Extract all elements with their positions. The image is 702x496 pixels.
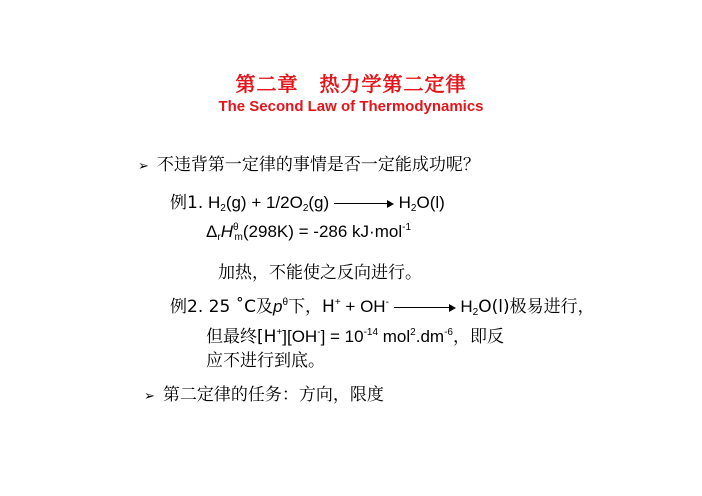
ex2-l2-d: mol (378, 327, 411, 346)
ex2-l2-exp: -14 (363, 327, 379, 338)
ex2-after-p: 下，H (288, 297, 335, 317)
reaction-arrow-icon (334, 199, 394, 209)
ex1-lhs-h-sub: 2 (220, 203, 226, 214)
ex2-l2-h-sup: + (276, 327, 283, 338)
ex2-rhs-h: H (460, 297, 473, 316)
bullet-arrow-icon: ➢ (144, 389, 155, 404)
example1-label: 例1. (170, 193, 204, 213)
ex1-rhs-end: O(l) (416, 193, 445, 212)
delta-symbol: Δ (206, 222, 218, 241)
bullet-question (138, 150, 480, 175)
example1-enthalpy (206, 222, 411, 243)
ex2-l2-oh-sup: - (317, 327, 321, 338)
ex1-rhs-h-sub: 2 (410, 203, 417, 214)
reaction-arrow-icon (394, 303, 456, 313)
enthalpy-sub: m (234, 232, 243, 243)
enthalpy-sup: θ (232, 222, 239, 233)
delta-sub: r (217, 232, 221, 243)
unit-mol: mol (374, 222, 403, 241)
unit-dot: · (369, 222, 375, 241)
ex2-l2-e: .dm (415, 327, 445, 346)
bullet-task-text: 第二定律的任务：方向，限度 (162, 385, 384, 405)
ex2-rhs-h-sub: 2 (472, 307, 479, 318)
example2-reaction (170, 292, 595, 318)
bullet-question-text: 不违背第一定律的事情是否一定能成功呢？ (156, 155, 480, 175)
ex2-h-sup: + (334, 297, 341, 308)
chapter-subtitle: The Second Law of Thermodynamics (218, 98, 484, 115)
ex2-oh-sup: - (385, 297, 389, 308)
unit-sup: -1 (402, 222, 412, 233)
example1-note: 加热，不能使之反向进行。 (218, 263, 422, 283)
ex2-l2-f: ，即反 (452, 327, 504, 347)
ex2-l2-c: ] = 10 (320, 327, 364, 346)
enthalpy-symbol: H (220, 222, 233, 241)
ex2-l2-a: 但最终[H (206, 327, 277, 347)
bullet-arrow-icon: ➢ (138, 159, 149, 174)
ex2-l2-dm-sup: -6 (444, 327, 453, 338)
chapter-title: 第二章 热力学第二定律 (235, 72, 467, 96)
example2-equilibrium (206, 322, 504, 347)
pressure-sup: θ (282, 297, 289, 308)
example1-reaction (170, 188, 445, 214)
example2-conclusion: 应不进行到底。 (206, 351, 325, 371)
ex1-lhs-h: H (207, 193, 221, 212)
ex2-l2-b: ][OH (282, 327, 318, 346)
bullet-task (144, 380, 384, 405)
ex2-rhs-end: O(l)极易进行， (478, 297, 595, 317)
ex1-rhs-h: H (398, 193, 411, 212)
ex1-lhs-mid: (g) + 1/2O (225, 193, 303, 212)
example2-label: 例2. 25 ˚C及 (170, 297, 274, 317)
ex2-l2-mol-sup: 2 (410, 327, 416, 338)
pressure-symbol: p (273, 297, 283, 316)
ex1-lhs-o-sub: 2 (302, 203, 309, 214)
ex2-plus-oh: + OH (340, 297, 386, 316)
ex1-lhs-end: (g) (308, 193, 330, 212)
enthalpy-value: (298K) = -286 kJ (242, 222, 370, 241)
